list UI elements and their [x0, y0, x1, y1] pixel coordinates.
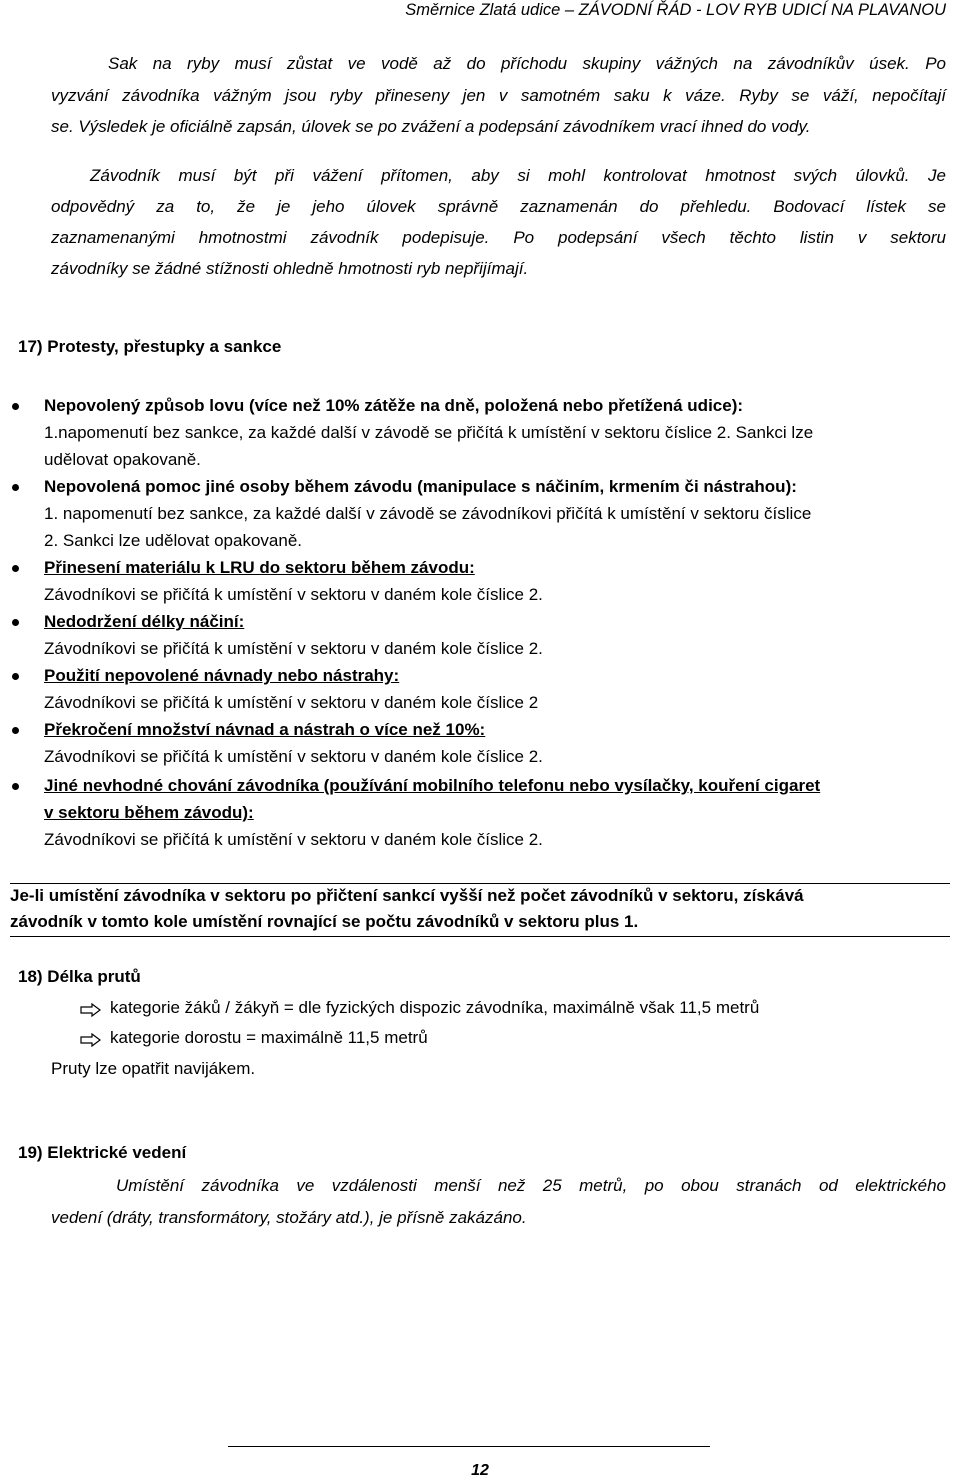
power-line-text: vedení (dráty, transformátory, stožáry atd.), je přísně zakázáno. — [51, 1208, 527, 1227]
rule-title: Nepovolená pomoc jiné osoby během závodu (manipulace s náčiním, krmením či nástrahou): — [44, 477, 797, 496]
rule-text: udělovat opakovaně. — [44, 450, 201, 469]
sanction-note-box — [10, 883, 950, 937]
rule-text: 1.napomenutí bez sankce, za každé další v závodě se přičítá k umístění v sektoru číslice 2. Sankci lze — [44, 423, 814, 442]
bullet-dot — [12, 565, 19, 572]
rule-title: Přinesení materiálu k LRU do sektoru během závodu: — [44, 558, 475, 577]
power-line-text: Umístění závodníka ve vzdálenosti menší než 25 metrů, po obou stranách od elektrického — [116, 1176, 946, 1195]
footer-rule — [228, 1446, 710, 1447]
arrow-right-icon — [80, 1003, 102, 1017]
intro-line: odpovědný za to, že je jeho úlovek správně zaznamenán do přehledu. Bodovací lístek se — [51, 197, 946, 216]
bullet-dot — [12, 403, 19, 410]
rule-title: Použití nepovolené návnady nebo nástrahy: — [44, 666, 400, 685]
rule-text: Závodníkovi se přičítá k umístění v sektoru v daném kole číslice 2. — [44, 747, 543, 766]
intro-line: se. Výsledek je oficiálně zapsán, úlovek se po zvážení a podepsání závodníkem vrací ihned do vody. — [51, 117, 811, 136]
rule-title: Nepovolený způsob lovu (více než 10% zátěže na dně, položená nebo přetížená udice): — [44, 396, 744, 415]
arrow-right-icon — [80, 1033, 102, 1047]
rule-title: Překročení množství návnad a nástrah o více než 10%: — [44, 720, 486, 739]
intro-line: Sak na ryby musí zůstat ve vodě až do příchodu skupiny vážných na závodníkův úsek. Po — [108, 54, 946, 73]
bullet-dot — [12, 484, 19, 491]
sanction-note-line: Je-li umístění závodníka v sektoru po přičtení sankcí vyšší než počet závodníků v sektoru, získává — [10, 886, 804, 905]
bullet-dot — [12, 727, 19, 734]
rod-note: Pruty lze opatřit navijákem. — [51, 1059, 256, 1078]
section-heading: 17) Protesty, přestupky a sankce — [18, 337, 282, 356]
bullet-dot — [12, 619, 19, 626]
rod-length-item: kategorie žáků / žákyň = dle fyzických dispozic závodníka, maximálně však 11,5 metrů — [110, 998, 760, 1017]
intro-line: vyzvání závodníka vážným jsou ryby přineseny jen v samotném saku k váze. Ryby se váží, nepočítají — [51, 86, 946, 105]
section-heading: 18) Délka prutů — [18, 967, 141, 986]
rule-title: Jiné nevhodné chování závodníka (používání mobilního telefonu nebo vysílačky, kouření cigaret — [44, 776, 821, 795]
intro-line: závodníky se žádné stížnosti ohledně hmotnosti ryb nepřijímají. — [51, 259, 529, 278]
rule-text: 1. napomenutí bez sankce, za každé další v závodě se závodníkovi přičítá k umístění v sektoru číslice — [44, 504, 812, 523]
section-heading: 19) Elektrické vedení — [18, 1143, 187, 1162]
rule-text: Závodníkovi se přičítá k umístění v sektoru v daném kole číslice 2. — [44, 830, 543, 849]
page-number: 12 — [471, 1462, 489, 1479]
rule-text: 2. Sankci lze udělovat opakovaně. — [44, 531, 303, 550]
rule-text: Závodníkovi se přičítá k umístění v sektoru v daném kole číslice 2. — [44, 639, 543, 658]
running-header: Směrnice Zlatá udice – ZÁVODNÍ ŘÁD - LOV RYB UDICÍ NA PLAVANOU — [405, 1, 946, 19]
rule-text: Závodníkovi se přičítá k umístění v sektoru v daném kole číslice 2. — [44, 585, 543, 604]
bullet-dot — [12, 783, 19, 790]
sanction-note-line: závodník v tomto kole umístění rovnající se počtu závodníků v sektoru plus 1. — [10, 912, 639, 931]
intro-line: zaznamenanými hmotnostmi závodník podepisuje. Po podepsání všech těchto listin v sektoru — [51, 228, 946, 247]
rule-text: Závodníkovi se přičítá k umístění v sektoru v daném kole číslice 2 — [44, 693, 539, 712]
rule-title: Nedodržení délky náčiní: — [44, 612, 245, 631]
rod-length-item: kategorie dorostu = maximálně 11,5 metrů — [110, 1028, 428, 1047]
bullet-dot — [12, 673, 19, 680]
rule-title-continuation: v sektoru během závodu): — [44, 803, 254, 822]
intro-line: Závodník musí být při vážení přítomen, aby si mohl kontrolovat hmotnost svých úlovků. Je — [90, 166, 946, 185]
